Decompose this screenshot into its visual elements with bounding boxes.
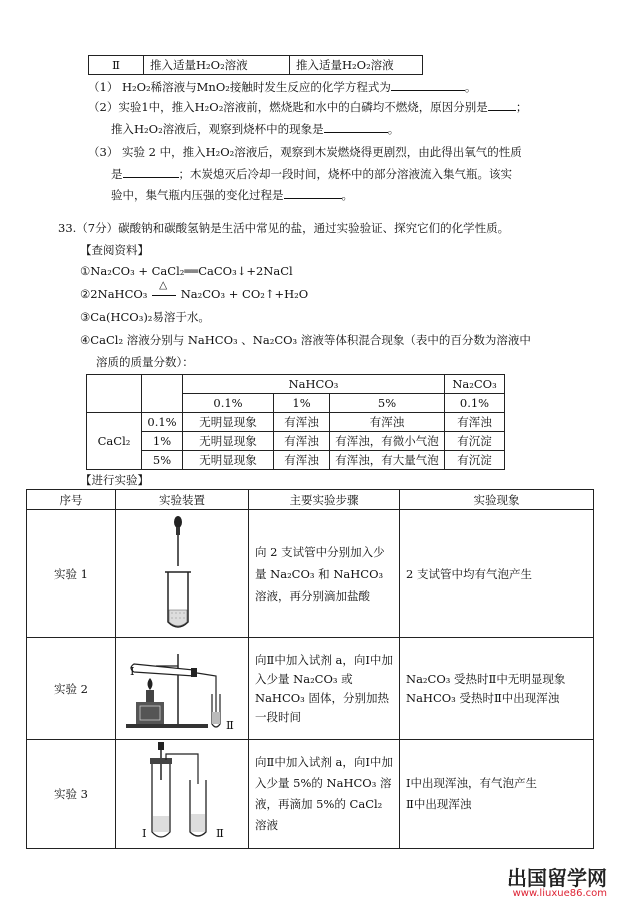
mix-table-cell: 有浑浊	[274, 432, 330, 451]
mix-table-cell: 有浑浊	[330, 413, 445, 432]
question-3-text: 是	[111, 167, 123, 181]
answer-blank	[488, 99, 516, 111]
question-3-line2	[111, 166, 512, 181]
mix-table-conc: 0.1%	[142, 413, 183, 432]
top-table-label: Ⅱ	[89, 56, 144, 75]
apparatus-1	[116, 510, 249, 638]
info-item-3: ③Ca(HCO₃)₂易溶于水。	[80, 310, 210, 324]
mix-table-header-na2co3: Na₂CO₃	[445, 375, 505, 394]
top-table	[88, 55, 423, 75]
exp-steps: 向 2 支试管中分别加入少量 Na₂CO₃ 和 NaHCO₃ 溶液，再分别滴加盐酸	[249, 510, 400, 638]
mix-table-col: 1%	[274, 394, 330, 413]
watermark-url: www.liuxue86.com	[512, 888, 607, 899]
mix-table-cell: 有沉淀	[445, 432, 505, 451]
exp-header: 实验装置	[116, 490, 249, 510]
mix-table-corner	[87, 375, 142, 413]
test-tube-dropper-icon	[116, 510, 246, 634]
exp-id: 实验 1	[27, 510, 116, 638]
question-3-line1: （3） 实验 2 中，推入H₂O₂溶液后，观察到木炭燃烧得更剧烈，由此得出氧气的性质	[88, 145, 522, 159]
question-1	[88, 79, 476, 94]
punct: ；	[515, 100, 528, 114]
exp-result-b: Ⅱ中出现浑浊	[406, 797, 472, 811]
info-item-4-line2: 溶质的质量分数）：	[96, 355, 194, 369]
question-2-text: （2）实验1中，推入H₂O₂溶液前，燃烧匙和水中的白磷均不燃烧，原因分别是	[88, 100, 488, 114]
mix-table-row-label: CaCl₂	[87, 413, 142, 470]
info-item-4-line1: ④CaCl₂ 溶液分别与 NaHCO₃ 、Na₂CO₃ 溶液等体积混合现象（表中的百分数为溶液中	[80, 333, 531, 347]
question-33-title: 33.（7分）碳酸钠和碳酸氢钠是生活中常见的盐，通过实验验证、探究它们的化学性质。	[58, 221, 510, 235]
exp-header: 实验现象	[400, 490, 594, 510]
exp-steps: 向Ⅱ中加入试剂 a，向Ⅰ中加入少量 5%的 NaHCO₃ 溶液，再滴加 5%的 CaCl₂ 溶液	[249, 740, 400, 849]
top-table-col2: 推入适量H₂O₂溶液	[290, 56, 423, 75]
mix-table-conc: 1%	[142, 432, 183, 451]
mix-table-cell: 有浑浊	[445, 413, 505, 432]
mix-table-cell: 有浑浊	[274, 451, 330, 470]
delta-symbol: △	[159, 279, 168, 291]
mix-table-cell: 有浑浊，有大量气泡	[330, 451, 445, 470]
question-2-text-b: 推入H₂O₂溶液后，观察到烧杯中的现象是	[111, 122, 324, 136]
watermark-cn: 出国留学网	[507, 866, 607, 890]
answer-blank	[284, 187, 342, 199]
mix-table-conc: 5%	[142, 451, 183, 470]
answer-blank	[123, 166, 179, 178]
mix-table-col: 0.1%	[183, 394, 274, 413]
top-table-col1: 推入适量H₂O₂溶液	[144, 56, 290, 75]
question-2-line1	[88, 99, 527, 114]
exp-result-a: Ⅰ中出现浑浊，有气泡产生	[406, 776, 538, 790]
question-2-line2	[111, 121, 399, 136]
label-tube-ii: Ⅱ	[216, 826, 224, 840]
mix-table-header-nahco3: NaHCO₃	[183, 375, 445, 394]
exp-id: 实验 2	[27, 638, 116, 740]
section-info-heading: 【查阅资料】	[80, 243, 149, 257]
label-tube-ii: Ⅱ	[226, 718, 234, 732]
answer-blank	[324, 121, 388, 133]
mix-table-cell: 无明显现象	[183, 432, 274, 451]
exp-steps: 向Ⅱ中加入试剂 a，向Ⅰ中加入少量 Na₂CO₃ 或 NaHCO₃ 固体，分别加热一段时间	[249, 638, 400, 740]
mix-table-corner2	[142, 375, 183, 413]
mix-table-cell: 无明显现象	[183, 451, 274, 470]
mix-table-cell: 有沉淀	[445, 451, 505, 470]
label-tube-i: Ⅰ	[130, 664, 135, 678]
mix-table-col: 0.1%	[445, 394, 505, 413]
mix-table-cell: 有浑浊	[274, 413, 330, 432]
section-experiment-heading: 【进行实验】	[80, 473, 149, 487]
two-tube-apparatus-icon	[116, 740, 246, 845]
info-item-2	[80, 279, 309, 301]
info-item-2-products: Na₂CO₃ + CO₂↑+H₂O	[180, 287, 309, 301]
apparatus-2	[116, 638, 249, 740]
info-item-2-reactant: ②2NaHCO₃	[80, 287, 148, 301]
question-3-line3	[111, 187, 353, 202]
watermark	[507, 868, 607, 900]
exp-result: 2 支试管中均有气泡产生	[400, 510, 594, 638]
exp-result-b: NaHCO₃ 受热时Ⅱ中出现浑浊	[406, 690, 560, 705]
apparatus-3	[116, 740, 249, 849]
mix-table	[86, 374, 505, 470]
info-item-1: ①Na₂CO₃ + CaCl₂══CaCO₃↓+2NaCl	[80, 264, 293, 278]
answer-blank	[391, 79, 465, 91]
punct: 。	[387, 122, 400, 136]
label-tube-i: Ⅰ	[142, 826, 147, 840]
mix-table-col: 5%	[330, 394, 445, 413]
heating-arrow	[151, 279, 177, 301]
question-3-text: ；木炭熄灭后冷却一段时间，烧杯中的部分溶液流入集气瓶。该实	[178, 167, 512, 181]
exp-id: 实验 3	[27, 740, 116, 849]
question-1-text: （1） H₂O₂稀溶液与MnO₂接触时发生反应的化学方程式为	[88, 80, 391, 94]
exp-result	[400, 740, 594, 849]
mix-table-cell: 有浑浊，有微小气泡	[330, 432, 445, 451]
punct: 。	[464, 80, 477, 94]
exp-result	[400, 638, 594, 740]
punct: 。	[341, 188, 353, 202]
exp-header: 主要实验步骤	[249, 490, 400, 510]
exp-result-a: Na₂CO₃ 受热时Ⅱ中无明显现象	[406, 671, 566, 686]
mix-table-cell: 无明显现象	[183, 413, 274, 432]
experiment-table	[26, 489, 594, 849]
exp-header: 序号	[27, 490, 116, 510]
question-3-text: 验中，集气瓶内压强的变化过程是	[111, 188, 284, 202]
